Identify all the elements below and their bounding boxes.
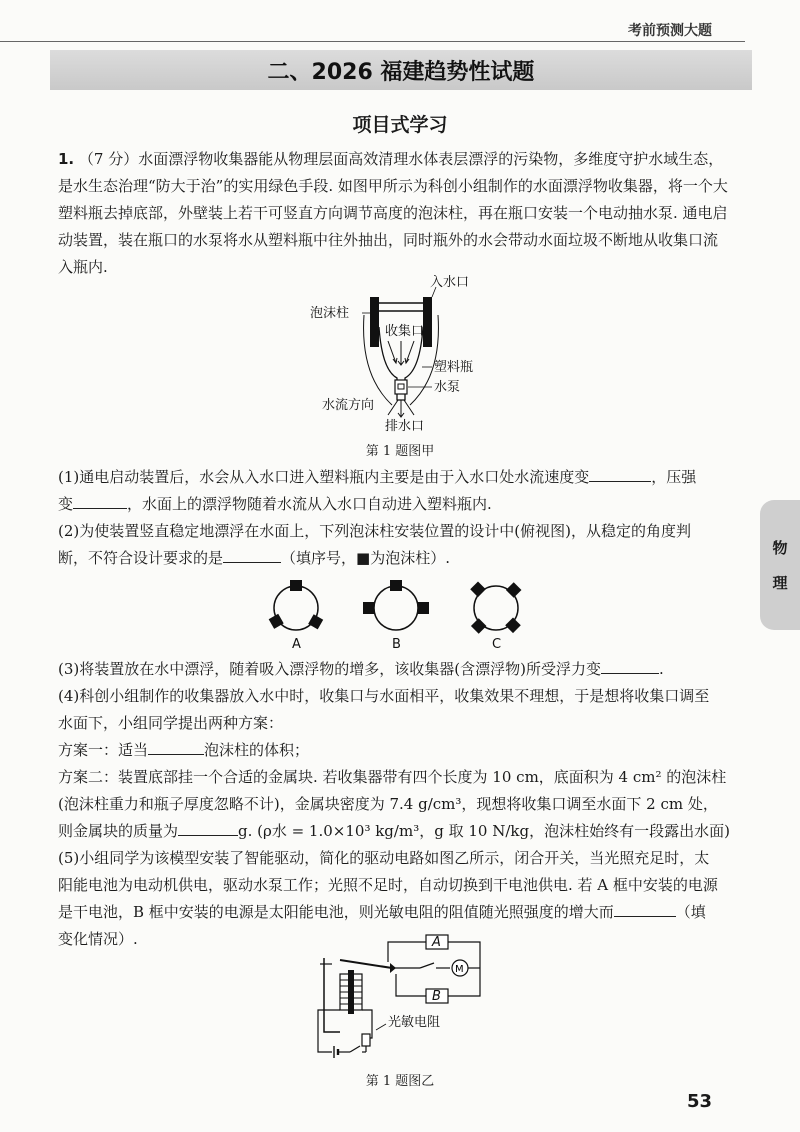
plan2-text-b: (泡沫柱重力和瓶子厚度忽略不计)，金属块密度为 7.4 g/cm³，现想将收集口调至水面下 2 cm 处，: [58, 795, 718, 813]
label-inlet: 入水口: [430, 275, 470, 290]
q3-text-b: .: [658, 660, 664, 678]
q1-text-c: 变: [58, 495, 74, 513]
answer-blank: [178, 818, 238, 836]
q5-text-d: （填: [675, 903, 706, 921]
option-b-figure: [363, 580, 429, 652]
side-tab-char-2: 理: [772, 574, 788, 592]
section-title: 二、2026 福建趋势性试题: [267, 59, 535, 85]
figure-2-caption: 第 1 题图乙: [365, 1074, 435, 1089]
header-rule: [0, 41, 745, 42]
side-tab-char-1: 物: [772, 539, 788, 557]
label-pump: 水泵: [434, 380, 461, 395]
question-intro-text: （7 分）水面漂浮物收集器能从物理层面高效清理水体表层漂浮的污染物，多维度守护水域生态，是水生态治理“防大于治”的实用绿色手段. 如图甲所示为科创小组制作的水面漂浮物收集器，将一个大塑料瓶去掉底部，外壁装上若干可竖直方向调节高度的泡沫柱，再在瓶口安装一个电动抽水泵. 通电启动装置，装在瓶口的水泵将水从塑料瓶中往外抽出，同时瓶外的水会带动水面垃圾不断地从收集口流入瓶内.: [58, 150, 728, 276]
answer-blank: [589, 464, 651, 482]
answer-blank: [614, 899, 676, 917]
option-label-a: A: [292, 637, 301, 652]
pump-box: [395, 380, 407, 394]
subtitle: 项目式学习: [352, 114, 448, 136]
q5-text-e: 变化情况）.: [58, 930, 138, 948]
q1-text-a: (1)通电启动装置后，水会从入水口进入塑料瓶内主要是由于入水口处水流速度变: [58, 468, 590, 486]
q2-text-a: (2)为使装置竖直稳定地漂浮在水面上，下列泡沫柱安装位置的设计中(俯视图)，从稳定的角度判: [58, 522, 691, 540]
question-number: 1.: [58, 150, 75, 168]
label-flow-direction: 水流方向: [322, 398, 375, 413]
label-collection-port: 收集口: [385, 324, 425, 339]
figure-1-diagram: [300, 275, 520, 435]
answer-blank: [148, 737, 204, 755]
plan2-text-a: 方案二：装置底部挂一个合适的金属块. 若收集器带有四个长度为 10 cm，底面积为 4 cm² 的泡沫柱: [58, 768, 727, 786]
question-intro: [58, 146, 730, 281]
q2-text-b: 断，不符合设计要求的是: [58, 549, 224, 567]
q5-text-b: 阳能电池为电动机供电，驱动水泵工作；光照不足时，自动切换到干电池供电. 若 A 框中安装的电源: [58, 876, 718, 894]
q4-text-b: 水面下，小组同学提出两种方案：: [58, 714, 284, 732]
foam-column-left: [370, 297, 379, 347]
option-label-b: B: [392, 637, 401, 652]
answer-blank: [601, 656, 659, 674]
header-right-label: 考前预测大题: [628, 23, 712, 39]
q5-text-a: (5)小组同学为该模型安装了智能驱动，简化的驱动电路如图乙所示，闭合开关，当光照充足时，太: [58, 849, 710, 867]
figure-1-caption: 第 1 题图甲: [365, 444, 435, 459]
label-box-a: A: [432, 935, 441, 950]
foam-column-right: [423, 297, 432, 347]
plan1-text-a: 方案一：适当: [58, 741, 149, 759]
photoresistor-symbol: [362, 1034, 370, 1046]
plan2-text-d: g. (ρ水 = 1.0×10³ kg/m³，g 取 10 N/kg，泡沫柱始终有一段露出水面): [238, 822, 730, 840]
answer-blank: [73, 491, 127, 509]
label-plastic-bottle: 塑料瓶: [434, 360, 474, 375]
label-box-b: B: [432, 989, 441, 1004]
answer-blank: [223, 545, 281, 563]
q2-text-c: （填序号，■为泡沫柱）.: [281, 549, 450, 567]
q4-text-a: (4)科创小组制作的收集器放入水中时，收集口与水面相平，收集效果不理想，于是想将收集口调至: [58, 687, 710, 705]
plan1-text-b: 泡沫柱的体积；: [204, 741, 310, 759]
label-photoresistor: 光敏电阻: [388, 1015, 441, 1030]
option-a-figure: [269, 580, 324, 652]
label-motor: M: [455, 964, 464, 975]
q1-text-d: ，水面上的漂浮物随着水流从入水口自动进入塑料瓶内.: [127, 495, 492, 513]
q5-text-c: 是干电池，B 框中安装的电源是太阳能电池，则光敏电阻的阻值随光照强度的增大而: [58, 903, 614, 921]
options-diagram: [260, 572, 550, 652]
label-foam-column: 泡沫柱: [310, 306, 350, 321]
side-tab: [760, 500, 800, 630]
sub-question-1: [58, 464, 730, 572]
plan2-text-c: 则金属块的质量为: [58, 822, 179, 840]
sub-questions-3-5: [58, 656, 730, 953]
option-label-c: C: [492, 637, 502, 652]
q3-text-a: (3)将装置放在水中漂浮，随着吸入漂浮物的增多，该收集器(含漂浮物)所受浮力变: [58, 660, 601, 678]
page-number: 53: [686, 1091, 712, 1112]
figure-2-circuit: [310, 930, 500, 1065]
label-outlet: 排水口: [385, 419, 425, 434]
section-banner: [50, 50, 752, 90]
q1-text-b: ，压强: [651, 468, 697, 486]
option-c-figure: [470, 582, 521, 652]
